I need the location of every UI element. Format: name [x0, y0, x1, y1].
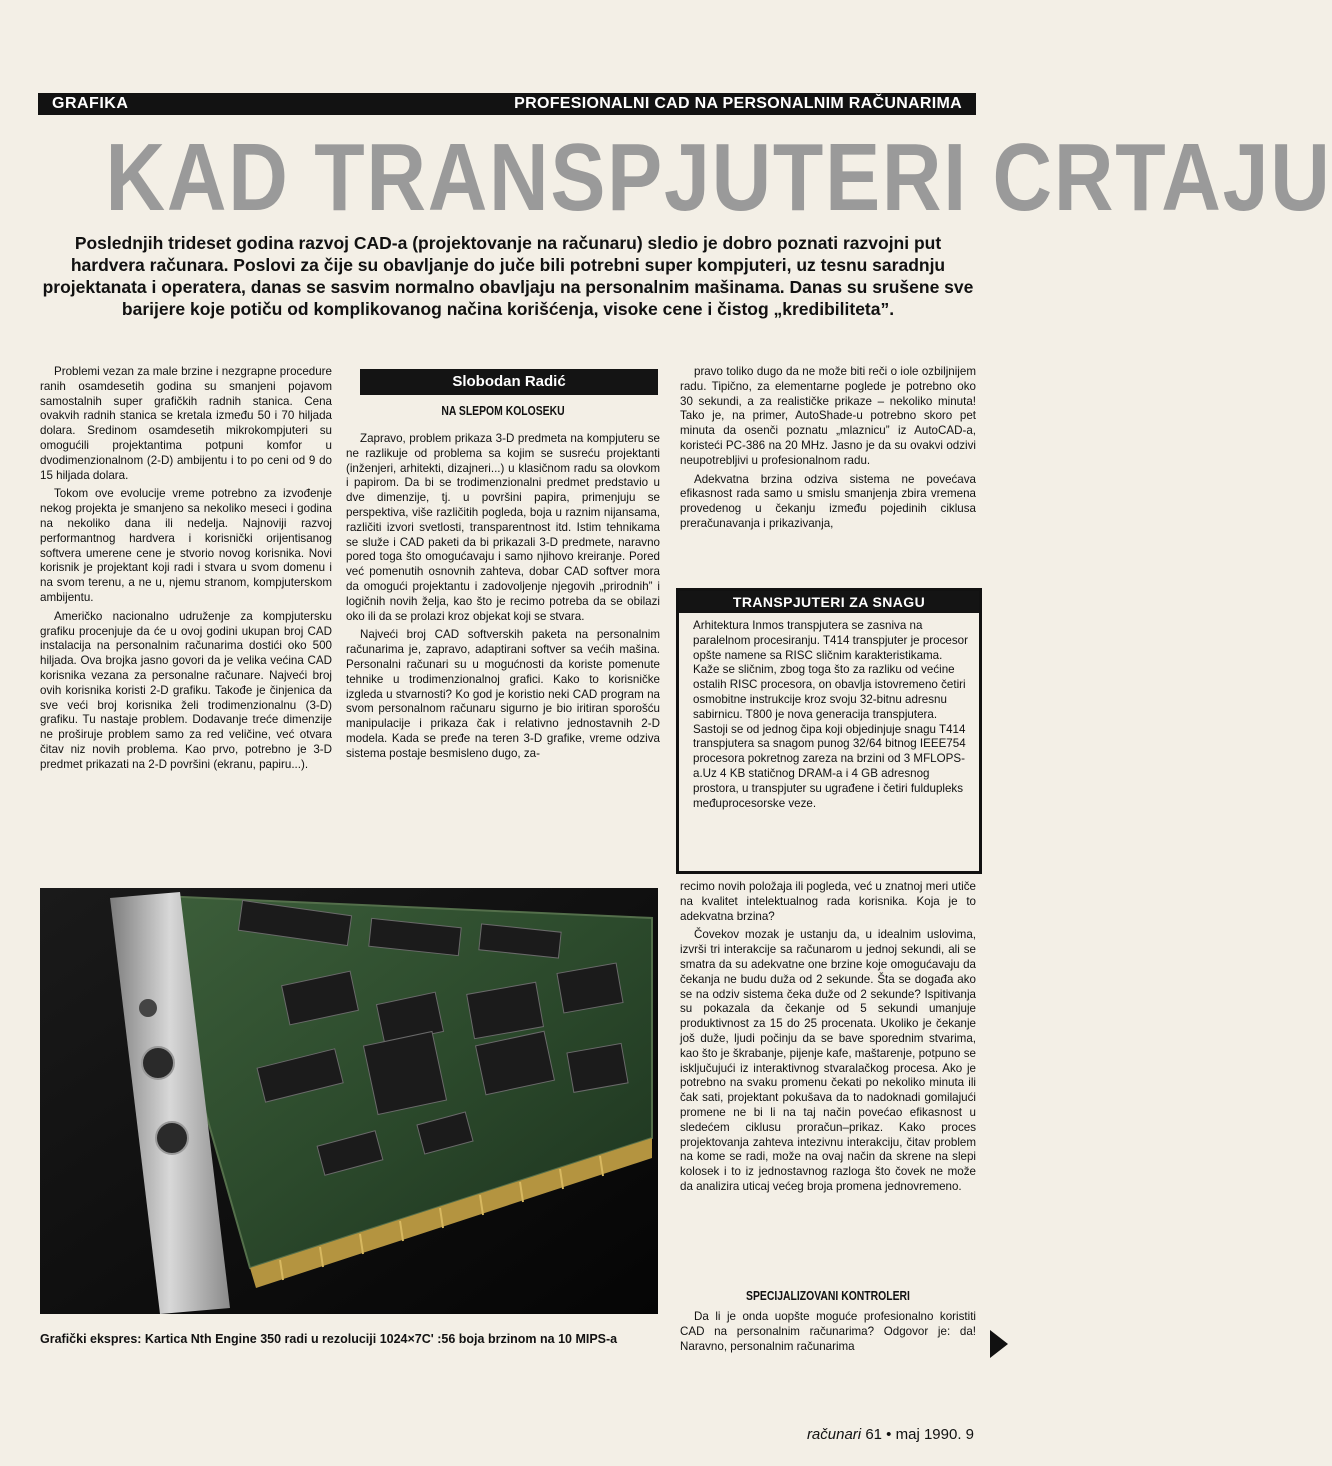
- author-byline: Slobodan Radić: [360, 369, 658, 395]
- issue-date: maj 1990.: [895, 1426, 962, 1443]
- bullet-separator: •: [886, 1426, 892, 1443]
- section-bar: [38, 93, 976, 115]
- headline: KAD TRANSPJUTERI CRTAJU: [105, 124, 1332, 231]
- section-label: GRAFIKA: [52, 95, 129, 112]
- column-3: [680, 365, 976, 536]
- column-3-final: [680, 1310, 976, 1358]
- page-number: 9: [965, 1426, 974, 1443]
- paragraph: Adekvatna brzina odziva sistema ne povećava efikasnost rada samo u smislu smanjenja zbira vremena provedenog u čekanju između pojedinih ciklusa preračunavanja i prikazivanja,: [680, 472, 976, 530]
- issue-number: 61: [865, 1426, 882, 1443]
- continue-arrow-icon: [990, 1330, 1008, 1358]
- column-3-continued: [680, 880, 976, 1199]
- column-1: [40, 365, 332, 777]
- topic-label: PROFESIONALNI CAD NA PERSONALNIM RAČUNARIMA: [514, 95, 962, 112]
- subheading: NA SLEPOM KOLOSEKU: [441, 403, 565, 418]
- photo-caption: Grafički ekspres: Kartica Nth Engine 350 radi u rezoluciji 1024×7C' :56 boja brzinom na 10 MIPS-a: [40, 1332, 618, 1346]
- paragraph: Najveći broj CAD softverskih paketa na personalnim računarima je, zapravo, adaptirani softver sa većih mašina. Personalni računari su u mogućnosti da koriste pomenute tehnike u trodimenzionalnoj grafici. Kako to korisničke izgleda u stvarnosti? Ko god je koristio neki CAD program na svom personalnom računaru sigurno je bio iritiran sporošću manipulacije i prikaza čak i relativno jednostavnih 2-D modela. Kada se pređe na teren 3-D grafike, vreme odziva sistema postaje besmisleno dugo, za-: [346, 628, 660, 760]
- sidebar-title: TRANSPJUTERI ZA SNAGU: [679, 591, 979, 613]
- subheading: SPECIJALIZOVANI KONTROLERI: [746, 1288, 910, 1303]
- column-2: [346, 432, 660, 766]
- lead-paragraph: Poslednjih trideset godina razvoj CAD-a (projektovanje na računaru) sledio je dobro poznati razvojni put hardvera računara. Poslovi za čije su obavljanje do juče bili potrebni super kompjuteri, uz tesnu saradnju projektanata i operatera, danas se sasvim normalno obavljaju na personalnim mašinama. Danas su srušene sve barijere koje potiču od komplikovanog načina korišćenja, visoke cene i čistog „kredibiliteta”.: [42, 233, 974, 319]
- sidebar-box: [676, 588, 982, 874]
- magazine-name: računari: [806, 1426, 862, 1443]
- circuit-board-illustration: [40, 888, 658, 1314]
- paragraph: Tokom ove evolucije vreme potrebno za izvođenje nekog projekta je smanjeno sa nekoliko meseci i godina na nekoliko dana ili nedelja. Najnoviji razvoj performantnog hardvera i korisnički orijentisanog softvera umerene cene je stvorio novog korisnika. Novi korisnik je projektant koji radi i stvara u svom domenu i na svom terenu, a ne u, njemu stranom, kompjuterskom ambijentu.: [40, 487, 332, 604]
- paragraph: Da li je onda uopšte moguće profesionalno koristiti CAD na personalnim računarima? Odgovor je: da! Naravno, personalnim računarima: [680, 1310, 976, 1353]
- paragraph: recimo novih položaja ili pogleda, već u znatnoj meri utiče na kvalitet intelektualnog rada korisnika. Koja je to adekvatna brzina?: [680, 880, 976, 923]
- paragraph: Čovekov mozak je ustanju da, u idealnim uslovima, izvrši tri interakcije sa računarom u jednoj sekundi, ali se smatra da su adekvatne one brzine koje omogućavaju da čekanja ne budu duža od 2 sekunde. Šta se događa ako se na odziv sistema čeka duže od 2 sekunde? Ispitivanja su pokazala da čekanje od 5 sekundi umanjuje produktivnost za 15 do 25 procenata. Ukoliko je čekanje još duže, ljudi počinju da se bave sporednim stvarima, kao što je škrabanje, pijenje kafe, maštarenje, potpuno se isključujući iz interaktivnog stvaralačkog procesa. Ako je potrebno na svaku promenu čekati po nekoliko minuta ili čak sati, projektant pokušava da to nadoknadi gomilajući promene ne bi li na taj način povećao efikasnost u sledećem ciklusu proračun–prikaz. Kako proces projektovanja zahteva intezivnu interakciju, čitav problem na kome se radi, može na ovaj način da skrene na slepi kolosek i to iz jednostavnog razloga što čovek ne može da analizira uticaj većeg broja promena jednovremeno.: [680, 928, 976, 1193]
- paragraph: pravo toliko dugo da ne može biti reči o iole ozbiljnijem radu. Tipično, za elementarne poglede je potrebno oko 30 sekundi, a za realističke prikaze – nekoliko minuta! Tako je, na primer, AutoShade-u potrebno skoro pet minuta da osenči poznatu „mlaznicu” iz AutoCAD-a, koristeći PC-386 na 20 MHz. Jasno je da su ovakvi odzivi neupotrebljivi u profesionalnom radu.: [680, 365, 976, 467]
- page-footer: [774, 1426, 974, 1443]
- paragraph: Problemi vezan za male brzine i nezgrapne procedure ranih osamdesetih godina su smanjeni pojavom samostalnih super grafičkih radnih stanica. Cena ovakvih radnih stanica se kretala između 50 i 70 hiljada dolara. Sredinom osamdesetih mikrokompjuteri su omogućili projektantima potpuni komfor u dvodimenzionalnom (2-D) ambijentu i to po ceni od 9 do 15 hiljada dolara.: [40, 365, 332, 482]
- paragraph: Zapravo, problem prikaza 3-D predmeta na kompjuteru se ne razlikuje od problema sa kojim se susreću projektanti (inženjeri, arhitekti, dizajneri...) u klasičnom radu sa olovkom i papirom. Da bi se trodimenzionalni predmet predstavio u dve dimenzije, tj. u površini papira, primenjuju se perspektiva, više različitih pogleda, boja u raznim nijansama, različiti izvori svetlosti, transparentnost itd. Istim tehnikama se služe i CAD paketi da bi prikazali 3-D predmete, naravno pored toga što omogućavaju i samo njihovo kreiranje. Pored već pomenutih osnovnih zahteva, dobar CAD softver mora da omogući projektantu i zadovoljenje njegovih „prirodnih” i logičnih novih želja, kao što je recimo potreba da se obilazi oko ili da se prolazi kroz objekat koji se stvara.: [346, 432, 660, 623]
- sidebar-text: Arhitektura Inmos transpjutera se zasniva na paralelnom procesiranju. T414 transpjuter je procesor opšte namene sa RISC sličnim karakteristikama. Kaže se sličnim, zbog toga što za razliku od većine ostalih RISC procesora, on obavlja istovremeno četiri osmobitne instrukcije kroz svoju 32-bitnu adresnu sabirnicu. T800 je nova generacija transpjutera. Sastoji se od jednog čipa koji objedinjuje snagu T414 transpjutera sa snagom punog 32/64 bitnog IEEE754 procesora pokretnog zareza na brzini od 3 MFLOPS-a.Uz 4 KB statičnog DRAM-a i 4 GB adresnog prostora, u transpjuter su ugrađene i četiri fuldupleks međuprocesorske veze.: [693, 619, 968, 810]
- graphics-card-photo: [40, 888, 658, 1314]
- paragraph: Američko nacionalno udruženje za kompjutersku grafiku procenjuje da će u ovoj godini ukupan broj CAD instalacija na personalnim računarima dostići oko 500 hiljada. Ova brojka jasno govori da je velika većina CAD korisnika vezana za personalne računare. Najveći broj ovih korisnika koristi 2-D grafiku. Takođe je činjenica da sve veći broj korisnika želi trodimenzionalnu (3-D) grafiku. Tu nastaje problem. Dodavanje treće dimenzije ne proširuje problem samo za red veličine, već otvara čitav niz novih problema. Kao prvo, potrebno je 3-D predmet prikazati na 2-D površini (ekranu, papiru...).: [40, 609, 332, 771]
